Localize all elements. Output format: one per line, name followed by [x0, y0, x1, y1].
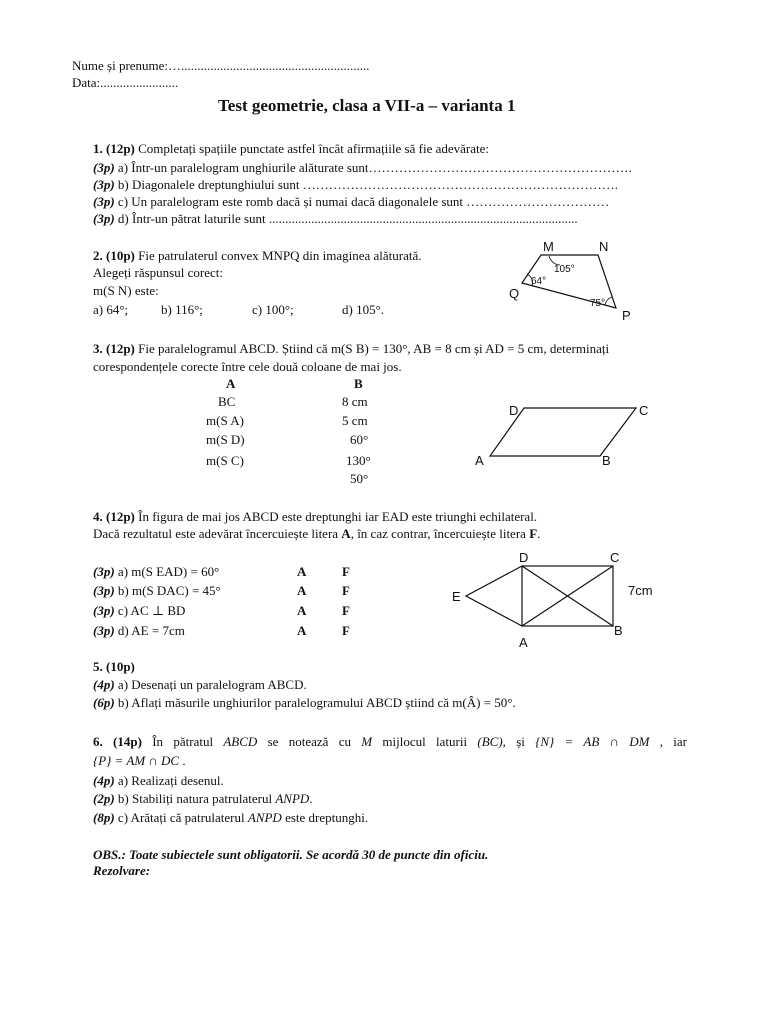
q3-points: (12p)	[106, 341, 135, 356]
q6-point-m: M	[361, 734, 373, 749]
q6-item-b-points: (2p)	[93, 791, 115, 806]
q5-item-a	[93, 677, 307, 692]
q2-points: (10p)	[106, 248, 135, 263]
q6-item-b	[93, 791, 313, 806]
rezolvare-label: Rezolvare:	[93, 863, 151, 878]
q1-item-c-points: (3p)	[93, 194, 115, 209]
q4-item-a-text: a) m(S EAD) = 60°	[117, 564, 220, 579]
q2-number: 2.	[93, 248, 103, 263]
q6-item-b-end: .	[309, 791, 313, 806]
name-label: Nume și prenume:…..........................................................	[72, 58, 370, 73]
q5-item-a-text: a) Desenați un paralelogram ABCD.	[117, 677, 307, 692]
q4-number: 4.	[93, 509, 103, 524]
page-title: Test geometrie, clasa a VII-a – varianta 1	[218, 96, 516, 115]
q4-item-d-points: (3p)	[93, 623, 115, 638]
label-c: C	[610, 550, 620, 565]
q6-text-d: și	[505, 734, 536, 749]
q6-p-end: .	[179, 753, 186, 768]
q4-item-a-points: (3p)	[93, 564, 115, 579]
q3-col-b-5: 50°	[350, 471, 369, 486]
q6-item-c-points: (8p)	[93, 810, 115, 825]
q3-text: Fie paralelogramul ABCD. Știind că m(S B) = 130°, AB = 8 cm și AD = 5 cm, determinați	[134, 341, 610, 356]
q5-points: (10p)	[106, 659, 135, 674]
q2-option-b: b) 116°;	[161, 302, 203, 317]
q6-text-c: mijlocul laturii	[372, 734, 478, 749]
q1-item-d-text: d) Într-un pătrat laturile sunt ...............................................................................................	[114, 211, 578, 226]
q6-item-c-end: este dreptunghi.	[281, 810, 369, 825]
label-m: M	[543, 239, 554, 254]
label-b: B	[614, 623, 623, 638]
q1-item-d-points: (3p)	[93, 211, 115, 226]
label-a: A	[475, 453, 484, 468]
q3-col-a-1: BC	[218, 394, 236, 409]
q3-col-a-head: A	[226, 376, 236, 391]
q6-square: ABCD	[223, 734, 258, 749]
label-q: Q	[509, 286, 520, 301]
label-e: E	[452, 589, 461, 604]
label-n: N	[599, 239, 609, 254]
q4-instruction-end: .	[537, 526, 541, 541]
q1-item-b-text: b) Diagonalele dreptunghiului sunt ……………………………………………………………….	[114, 177, 619, 192]
q6-n-definition: {N} = AB ∩ DM	[535, 734, 650, 749]
q1-text: Completați spațiile punctate astfel încât afirmațiile să fie adevărate:	[134, 141, 489, 156]
q6-item-a-points: (4p)	[93, 773, 115, 788]
q4-c-choice-a[interactable]: A	[297, 603, 307, 618]
label-b: B	[602, 453, 611, 468]
label-angle-m: 105°	[554, 264, 575, 275]
q4-item-c-text: c) AC ⊥ BD	[117, 603, 186, 618]
q4-item-d-text: d) AE = 7cm	[117, 623, 185, 638]
q5-item-b	[93, 695, 516, 710]
q2-option-c: c) 100°;	[252, 302, 294, 317]
q4-instruction-mid: , în caz contrar, încercuiește litera	[350, 526, 530, 541]
q6-side-bc: (BC),	[477, 734, 506, 749]
q3-col-b-1: 8 cm	[342, 394, 368, 409]
q5-number: 5.	[93, 659, 103, 674]
q6-item-c	[93, 810, 368, 825]
q6-item-b-text: b) Stabiliți natura patrulaterul	[117, 791, 276, 806]
q1-points: (12p)	[106, 141, 135, 156]
q2-option-d: d) 105°.	[342, 302, 385, 317]
q4-instruction-pre: Dacă rezultatul este adevărat încercuiește litera	[93, 526, 342, 541]
q3-col-b-head: B	[354, 376, 363, 391]
q4-b-choice-a[interactable]: A	[297, 583, 307, 598]
q5-item-b-text: b) Aflați măsurile unghiurilor paralelogramului ABCD știind că m(Â) = 50°.	[117, 695, 516, 710]
label-angle-q: 64°	[531, 276, 547, 287]
q3-col-a-4: m(S C)	[206, 453, 244, 468]
q1-item-b-points: (3p)	[93, 177, 115, 192]
q4-a-choice-a[interactable]: A	[297, 564, 307, 579]
q6-heading	[93, 734, 687, 749]
q3-col-a-2: m(S A)	[206, 413, 244, 428]
q6-line-2	[93, 753, 186, 768]
q2-option-a: a) 64°;	[93, 302, 129, 317]
q3-col-a-3: m(S D)	[206, 432, 245, 447]
q6-item-b-figure: ANPD	[275, 791, 310, 806]
label-a: A	[519, 635, 528, 650]
q4-text: În figura de mai jos ABCD este dreptunghi iar EAD este triunghi echilateral.	[134, 509, 538, 524]
label-side: 7cm	[628, 583, 653, 598]
q3-col-b-2: 5 cm	[342, 413, 368, 428]
q6-points: (14p)	[113, 734, 142, 749]
q4-b-choice-f[interactable]: F	[342, 583, 350, 598]
label-d: D	[519, 550, 529, 565]
label-angle-p: 75°	[590, 298, 606, 309]
q6-p-definition: {P} = AM ∩ DC	[93, 753, 180, 768]
q1-number: 1.	[93, 141, 103, 156]
q6-number: 6.	[93, 734, 103, 749]
q5-item-a-points: (4p)	[93, 677, 115, 692]
q4-instruction-letter-f: F	[529, 526, 538, 541]
q6-item-a-text: a) Realizați desenul.	[117, 773, 224, 788]
label-p: P	[622, 308, 631, 323]
q6-text-e: , iar	[649, 734, 687, 749]
q5-heading	[93, 659, 135, 674]
q4-points: (12p)	[106, 509, 135, 524]
q3-number: 3.	[93, 341, 103, 356]
q4-c-choice-f[interactable]: F	[342, 603, 350, 618]
q6-item-a	[93, 773, 224, 788]
q4-instruction-letter-a: A	[341, 526, 351, 541]
q6-item-c-figure: ANPD	[247, 810, 282, 825]
q6-text-b: se notează cu	[257, 734, 362, 749]
obs-note: OBS.: Toate subiectele sunt obligatorii. Se acordă 30 de puncte din oficiu.	[93, 847, 489, 862]
q3-text-2: corespondențele corecte între cele două coloane de mai jos.	[93, 359, 402, 374]
q6-item-c-text: c) Arătați că patrulaterul	[117, 810, 248, 825]
q1-item-a-text: a) Într-un paralelogram unghiurile alăturate sunt…………………………………………………….	[114, 160, 632, 175]
q4-item-c-points: (3p)	[93, 603, 115, 618]
q3-col-b-3: 60°	[350, 432, 369, 447]
q1-item-a-points: (3p)	[93, 160, 115, 175]
q4-d-choice-f[interactable]: F	[342, 623, 350, 638]
q2-text: Fie patrulaterul convex MNPQ din imaginea alăturată.	[134, 248, 422, 263]
q2-question: m(S N) este:	[93, 283, 159, 298]
date-label: Data:........................	[72, 75, 179, 90]
q6-text-a: În pătratul	[141, 734, 224, 749]
q4-item-b-points: (3p)	[93, 583, 115, 598]
q2-instruction: Alegeți răspunsul corect:	[93, 265, 223, 280]
q5-item-b-points: (6p)	[93, 695, 115, 710]
q4-d-choice-a[interactable]: A	[297, 623, 307, 638]
q3-col-b-4: 130°	[346, 453, 371, 468]
label-d: D	[509, 403, 519, 418]
q4-item-b-text: b) m(S DAC) = 45°	[117, 583, 221, 598]
triangle-ead	[466, 566, 522, 626]
q1-item-c-text: c) Un paralelogram este romb dacă și numai dacă diagonalele sunt ……………………………	[114, 194, 610, 209]
q4-a-choice-f[interactable]: F	[342, 564, 350, 579]
label-c: C	[639, 403, 649, 418]
